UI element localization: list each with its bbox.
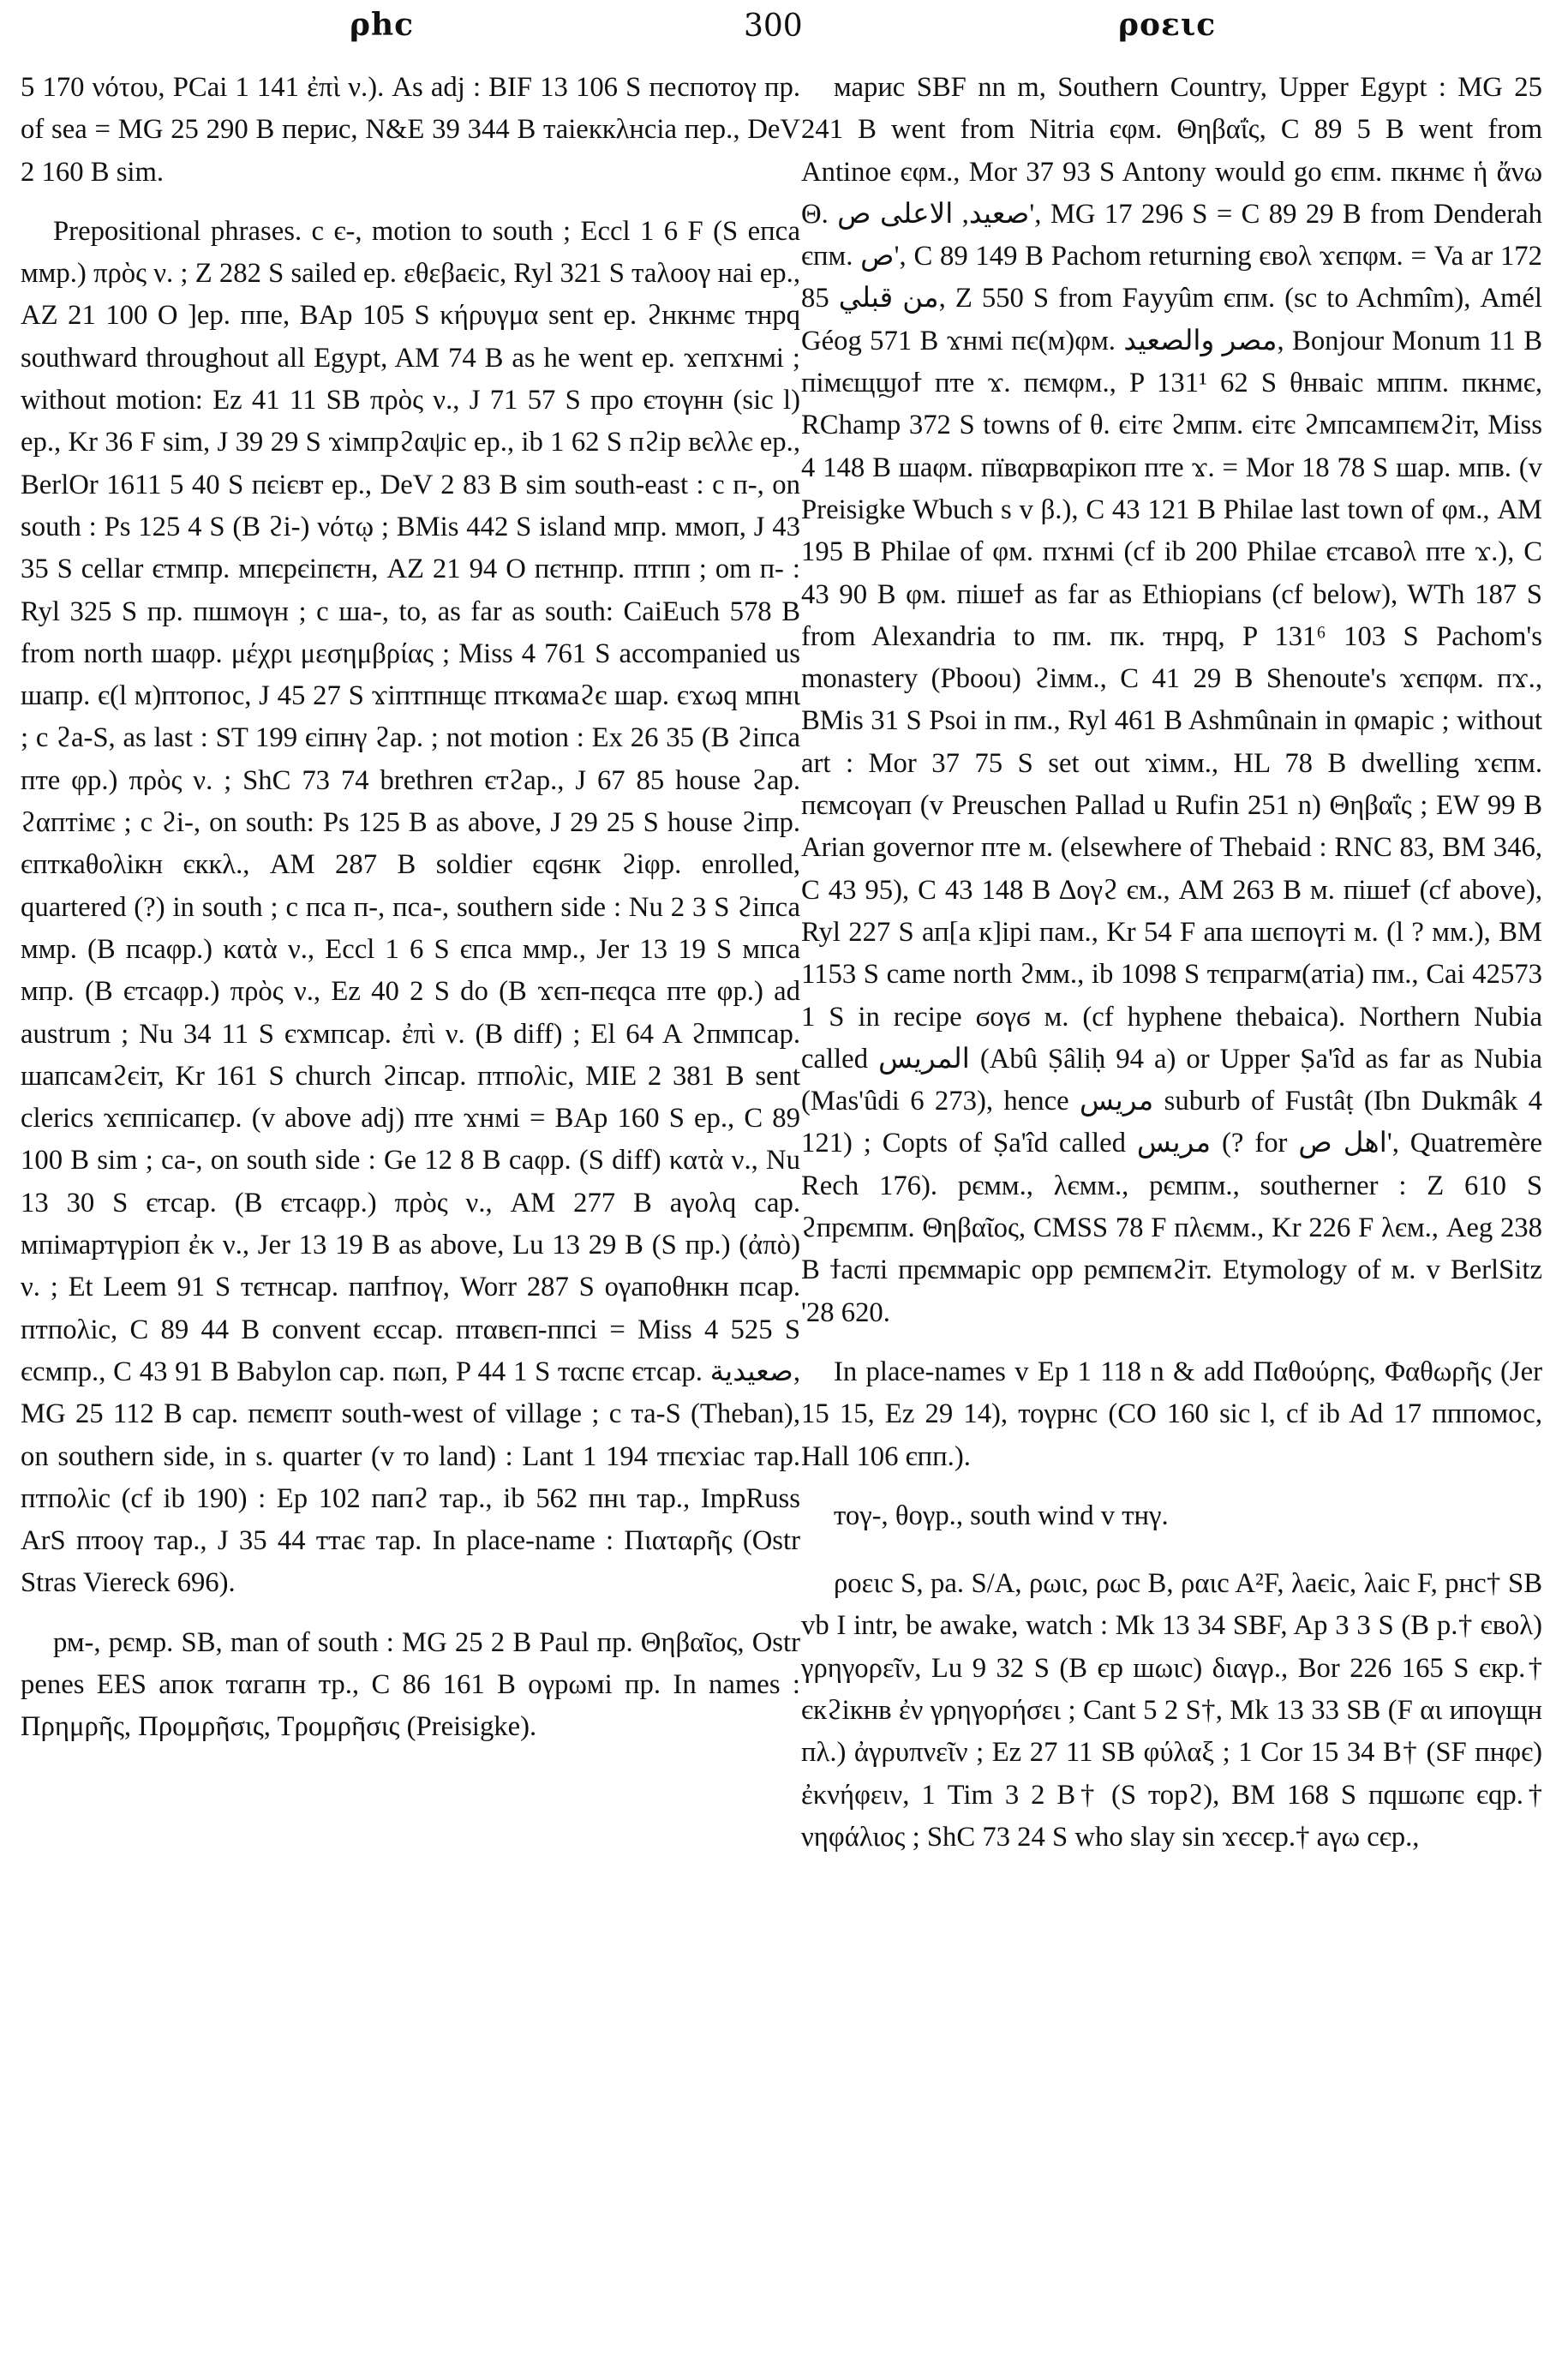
page-header — [0, 7, 1568, 45]
entry-paragraph: In place-names v Ep 1 118 n & add Παθούρης, Φαθωρῆς (Jer 15 15, Ez 29 14), тоγрнс (CO 160 sic l, cf ib Ad 17 пппомос, Hall 106 єпп.). — [801, 1356, 1542, 1472]
right-column — [801, 67, 1542, 1859]
entry-paragraph: тоγ-, θоγр., south wind v тнγ. — [834, 1500, 1169, 1531]
page-number: 300 — [744, 9, 803, 44]
entry-paragraph: Prepositional phrases. c є-, motion to south ; Eccl 1 6 F (S епса ммр.) πρὸς ν. ; Z 282 S sailed ер. εθεβаєіс, Ryl 321 S таλooγ нaі ер., AZ 21 100 O ]ер. ппе, BAp 105 S κήρυγμα sent ер. ϩнкнмє тнрq southward throughout all Egypt, AM 74 B as he went ер. ϫепϫнмі ; without motion: Ez 41 11 SB πρὸς ν., J 71 57 S про єтоγнн (sic l) ер., Kr 36 F sim, J 39 29 S ϫімпрϩαψіс ер., ib 1 62 S пϩір вєλλє ер., BerlOr 1611 5 40 S пєієвт ер., DeV 2 83 B sim south-east : c п-, on south : Ps 125 4 S (B ϩі-) νότῳ ; BMis 442 S island мпр. ммоп, J 43 35 S cellar єтмпр. мпєрєіпєтн, AZ 21 94 O пєтнпр. птпп ; om п- : Ryl 325 S пр. пшмоγн ; c ша-, to, as far as south: CaiEuch 578 B from north шаφр. μέχρι μεσημβρίας ; Miss 4 761 S accompanied us шапр. є(l м)птопос, J 45 27 S ϫіптпнщє птκαмаϩє шар. єϫωq мпнι ; c ϩа-S, as last : ST 199 єіпнγ ϩар. ; not motion : Ex 26 35 (B ϩіпса пте φр.) πρὸς ν. ; ShC 73 74 brethren єтϩар., J 67 85 house ϩар. ϩαптімє ; c ϩі-, on south: Ps 125 B as above, J 29 25 S house ϩіпр. єпткаθоλікн єккλ., AM 287 B soldier єqϭнк ϩіφр. enrolled, quartered (?) in south ; c пса п-, пса-, southern side : Nu 2 3 S ϩіпса ммр. (B псаφр.) κατὰ ν., Eccl 1 6 S єпса ммр., Jer 13 19 S мпса мпр. (B єтсаφр.) πρὸς ν., Ez 40 2 S do (B ϫєп-пєqса пте φр.) ad austrum ; Nu 34 11 S єϫмпсар. ἐπὶ ν. (B diff) ; El 64 A ϩпмпсар. шапсамϩєіт, Kr 161 S church ϩіпсар. птпоλіс, MIE 2 381 B sent clerics ϫєппісапєр. (v above adj) пте ϫнмі = BAp 160 S ер., C 89 100 B sim ; са-, on south side : Ge 12 8 B саφр. (S diff) κατὰ ν., Nu 13 30 S єтсар. (B єтсаφр.) πρὸς ν., AM 277 B aγoλq сар. мпімартγріоп ἐκ ν., Jer 13 19 B as above, Lu 13 29 B (S пр.) (ἀπὸ) ν. ; Et Leem 91 S тєтнсар. папϯпоγ, Worr 287 S oγапоθнкн псар. птпоλіс, C 89 44 B convent єссар. птαвєп-ппсі = Miss 4 525 S єсмпр., C 43 91 B Babylon сар. пωп, P 44 1 S тαспє єтсар. صعيدية, MG 25 112 B сар. пємєпт south-west of village ; c та-S (Theban), on southern side, in s. quarter (v то land) : Lant 1 194 тпєϫіас тар. птпоλіс (cf ib 190) : Ep 102 папϩ тар., ib 562 пнι тар., ImpRuss ArS птооγ тар., J 35 44 ттає тар. In place-name : Πιαταρῆς (Ostr Stras Viereck 696). — [21, 215, 800, 1599]
left-column — [21, 67, 800, 1749]
entry-paragraph: 5 170 νότου, PCai 1 141 ἐπὶ ν.). As adj : BIF 13 106 S песпотоγ пр. of sea = MG 25 290 B перис, N&E 39 344 B таіеккλнсіа пер., DeV 2 160 B sim. — [21, 72, 800, 188]
right-running-headword: ροειc — [1118, 7, 1217, 43]
entry-paragraph: марис SBF nn m, Southern Country, Upper Egypt : MG 25 241 B went from Nitria єφм. Θηβαΐς, C 89 5 B went from Antinoe єφм., Mor 37 93 S Antony would go єпм. пкнмє ἡ ἄνω Θ. صعيد, الاعلى ص', MG 17 296 S = C 89 29 B from Denderah єпм. ص', C 89 149 B Pachom returning євоλ ϫєпφм. = Va ar 172 85 من قبلي, Z 550 S from Fayyûm єпм. (sc to Achmîm), Amél Géog 571 B ϫнмі пє(м)φм. مصر والصعيد, Bonjour Monum 11 B пімєщϣоϯ пте ϫ. пємφм., P 131¹ 62 S θнваіс мппм. пкнмє, RChamp 372 S towns of θ. єітє ϩмпм. єітє ϩмпсампємϩіт, Miss 4 148 B шаφм. пївαрвαрікоп пте ϫ. = Mor 18 78 S шар. мпв. (v Preisigke Wbuch s v β.), C 43 121 B Philae last town of φм., AM 195 B Philae of φм. пϫнмі (cf ib 200 Philae єтсавоλ пте ϫ.), C 43 90 B φм. пішеϯ as far as Ethiopians (cf below), WTh 187 S from Alexandria to пм. пк. тнрq, P 131⁶ 103 S Pachom's monastery (Pboou) ϩімм., C 41 29 B Shenoute's ϫєпφм. пϫ., BMis 31 S Psoi in пм., Ryl 461 B Ashmûnain in φмаріс ; without art : Mor 37 75 S set out ϫімм., HL 78 B dwelling ϫєпм. пємсоγап (v Preuschen Pallad u Rufin 251 n) Θηβαΐς ; EW 99 B Arian governor пте м. (elsewhere of Thebaid : RNC 83, BM 346, C 43 95), C 43 148 B ∆oγϩ єм., AM 263 B м. пішеϯ (cf above), Ryl 227 S ап[а к]ірі пам., Kr 54 F апа шєпоγті м. (l ? мм.), BM 1153 S came north ϩмм., ib 1098 S тєпрагм(атіа) пм., Cai 42573 1 S in recipe ϭoγϭ м. (cf hyphene thebaica). Northern Nubia called المريس (Abû Ṣâliḥ 94 a) or Upper Ṣa'îd as far as Nubia (Mas'ûdi 6 273), hence مريس suburb of Fustâṭ (Ibn Dukmâk 4 121) ; Copts of Ṣa'îd called مريس (? for اهل ص', Quatremère Rech 176). рємм., λємм., рємпм., southerner : Z 610 S ϩпрємпм. Θηβαῖος, CMSS 78 F пλємм., Kr 226 F λєм., Aeg 238 B ϯасπі прєммаріс opp рємпємϩіт. Etymology of м. v BerlSitz '28 620. — [801, 72, 1543, 1328]
headword-entry-roeis: ροειc S, ра. S/A, ρωιc, ρωc B, ραιc A²F, λаєіс, λаіс F, рнс† SB vb I intr, be awake, watch : Mk 13 34 SBF, Ap 3 3 S (B р.† євоλ) γρηγορεῖν, Lu 9 32 S (B єр шωιс) διαγρ., Bor 226 165 S єкр.† єкϩікнв ἐν γρηγορήσει ; Cant 5 2 S†, Mk 13 33 SB (F αι ипоγщн пλ.) ἀγρυπνεῖν ; Ez 27 11 SB φύλαξ ; 1 Cor 15 34 B† (SF пнφє) ἐκνήφειν, 1 Tim 3 2 B† (S торϩ), BM 168 S пqшωпє єqр.† νηφάλιος ; ShC 73 24 S who slay sin ϫєсєр.† аγω сєр., — [801, 1568, 1542, 1853]
entry-paragraph: рм-, рємр. SB, man of south : MG 25 2 B Paul пр. Θηβαῖος, Ostr penes EES апок тαгапн тр., C 86 161 B oγрωмі пр. In names : Πρημρῆς, Προμρῆσις, Τρομρῆσις (Preisigke). — [21, 1626, 800, 1743]
left-running-headword: ρhc — [350, 7, 415, 43]
